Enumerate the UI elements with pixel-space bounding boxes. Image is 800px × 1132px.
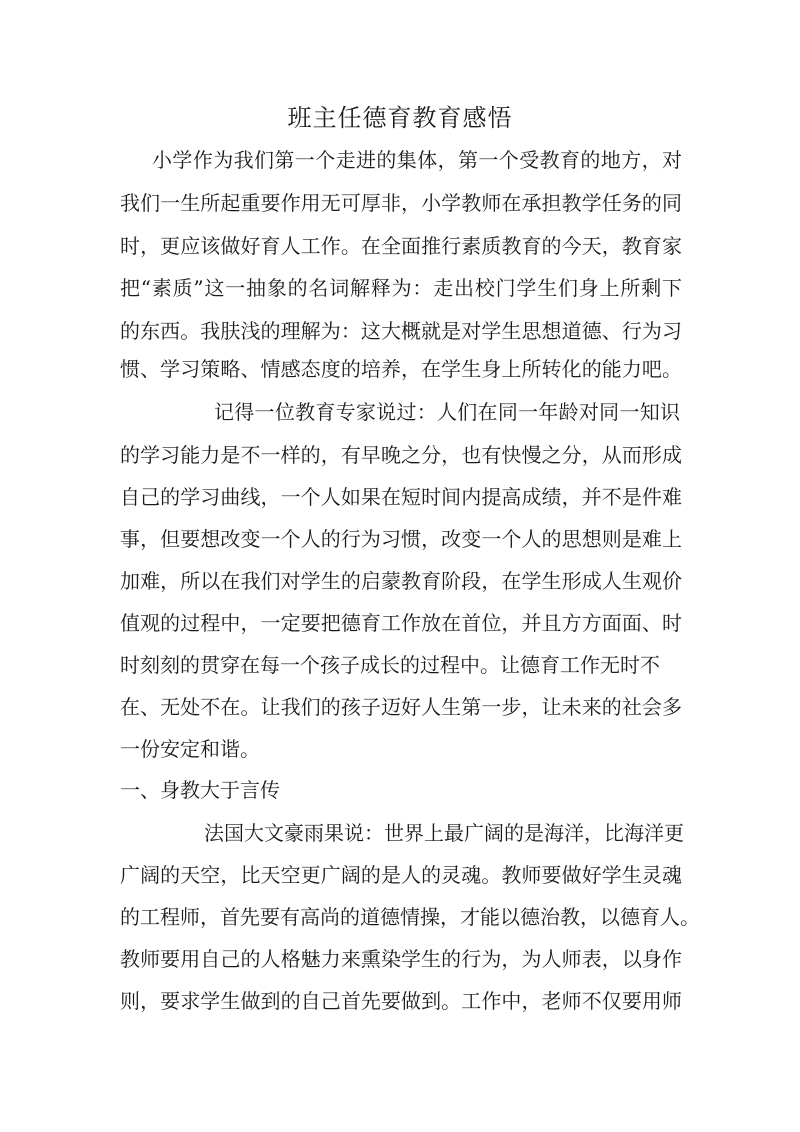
page-title: 班主任德育教育感悟 <box>287 104 513 132</box>
paragraph-line: 加难，所以在我们对学生的启蒙教育阶段，在学生形成人生观价 <box>120 569 682 593</box>
paragraph-line: 的工程师，首先要有高尚的道德情操，才能以德治教，以德育人。 <box>120 905 700 929</box>
paragraph-line: 教师要用自己的人格魅力来熏染学生的行为，为人师表，以身作 <box>120 947 682 971</box>
paragraph-line: 广阔的天空，比天空更广阔的是人的灵魂。教师要做好学生灵魂 <box>120 863 682 887</box>
paragraph-line: 我们一生所起重要作用无可厚非，小学教师在承担教学任务的同 <box>120 191 682 215</box>
section-heading: 一、身教大于言传 <box>120 778 280 802</box>
paragraph-line: 的学习能力是不一样的，有早晚之分，也有快慢之分，从而形成 <box>120 443 682 467</box>
paragraph-line: 在、无处不在。让我们的孩子迈好人生第一步，让未来的社会多 <box>120 695 682 719</box>
paragraph-line: 时刻刻的贯穿在每一个孩子成长的过程中。让德育工作无时不 <box>120 653 660 677</box>
paragraph-line: 的东西。我肤浅的理解为：这大概就是对学生思想道德、行为习 <box>120 319 682 343</box>
paragraph-line: 惯、学习策略、情感态度的培养，在学生身上所转化的能力吧。 <box>120 357 682 381</box>
paragraph-line: 自己的学习曲线，一个人如果在短时间内提高成绩，并不是件难 <box>120 485 682 509</box>
paragraph-line: 事，但要想改变一个人的行为习惯，改变一个人的思想则是难上 <box>120 527 682 551</box>
paragraph-line: 把“素质”这一抽象的名词解释为：走出校门学生们身上所剩下 <box>120 276 682 300</box>
paragraph-line: 一份安定和谐。 <box>120 737 260 761</box>
paragraph-line: 记得一位教育专家说过：人们在同一年龄对同一知识 <box>214 400 680 424</box>
paragraph-line: 时，更应该做好育人工作。在全面推行素质教育的今天，教育家 <box>120 234 682 258</box>
paragraph-line: 则，要求学生做到的自己首先要做到。工作中，老师不仅要用师 <box>120 989 682 1013</box>
paragraph-line: 小学作为我们第一个走进的集体，第一个受教育的地方，对 <box>152 148 682 172</box>
paragraph-line: 值观的过程中，一定要把德育工作放在首位，并且方方面面、时 <box>120 611 682 635</box>
paragraph-line: 法国大文豪雨果说：世界上最广阔的是海洋，比海洋更 <box>204 821 684 845</box>
